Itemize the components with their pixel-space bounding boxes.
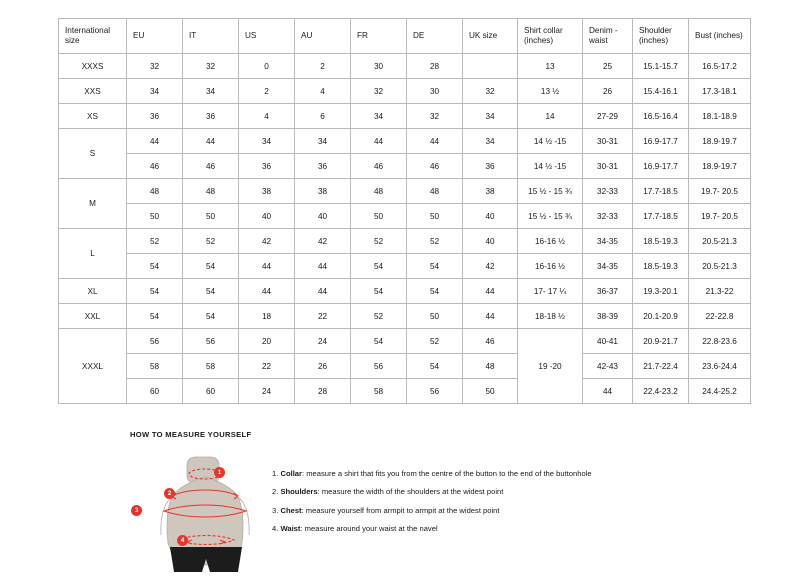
cell-uk-size: 40 xyxy=(463,204,518,229)
step-number: 2. xyxy=(272,487,279,497)
cell-au: 36 xyxy=(295,154,351,179)
cell-au: 42 xyxy=(295,229,351,254)
cell-uk-size: 40 xyxy=(463,229,518,254)
cell-au: 22 xyxy=(295,304,351,329)
cell-uk-size: 34 xyxy=(463,129,518,154)
cell-uk-size: 46 xyxy=(463,329,518,354)
cell-international-size: XXXL xyxy=(59,329,127,404)
step-text: : measure a shirt that fits you from the centre of the button to the end of the buttonhole xyxy=(302,469,592,478)
cell-fr: 52 xyxy=(351,304,407,329)
cell-shirt-collar-inches: 17- 17 ¼ xyxy=(518,279,583,304)
cell-eu: 54 xyxy=(127,304,183,329)
cell-shirt-collar-inches: 15 ½ - 15 ¾ xyxy=(518,179,583,204)
cell-bust-inches: 18.9-19.7 xyxy=(689,154,751,179)
cell-fr: 46 xyxy=(351,154,407,179)
cell-shoulder-inches: 16.9-17.7 xyxy=(633,129,689,154)
cell-uk-size: 36 xyxy=(463,154,518,179)
measurement-step xyxy=(272,524,592,534)
cell-de: 52 xyxy=(407,229,463,254)
column-header-international-size: International size xyxy=(59,19,127,54)
cell-fr: 32 xyxy=(351,79,407,104)
cell-shoulder-inches: 16.5-16.4 xyxy=(633,104,689,129)
cell-international-size: XL xyxy=(59,279,127,304)
cell-it: 34 xyxy=(183,79,239,104)
cell-it: 54 xyxy=(183,279,239,304)
cell-bust-inches: 19.7- 20.5 xyxy=(689,204,751,229)
step-text: : measure around your waist at the navel xyxy=(300,523,438,533)
measurement-figure xyxy=(130,447,260,572)
table-row xyxy=(59,329,751,354)
column-header-bust: Bust (inches) xyxy=(689,19,751,54)
cell-denim-waist: 32-33 xyxy=(583,204,633,229)
column-header-shirt-collar: Shirt collar (inches) xyxy=(518,19,583,54)
cell-bust-inches: 17.3-18.1 xyxy=(689,79,751,104)
cell-uk-size xyxy=(463,54,518,79)
cell-denim-waist: 26 xyxy=(583,79,633,104)
cell-au: 28 xyxy=(295,379,351,404)
torso-illustration xyxy=(130,447,260,572)
measurement-steps xyxy=(272,447,592,542)
cell-bust-inches: 24.4-25.2 xyxy=(689,379,751,404)
cell-shirt-collar: 19 -20 xyxy=(518,329,583,404)
column-header-de: DE xyxy=(407,19,463,54)
cell-eu: 50 xyxy=(127,204,183,229)
cell-de: 50 xyxy=(407,204,463,229)
cell-eu: 52 xyxy=(127,229,183,254)
cell-uk-size: 50 xyxy=(463,379,518,404)
cell-au: 44 xyxy=(295,279,351,304)
table-body xyxy=(59,54,751,404)
cell-uk-size: 48 xyxy=(463,354,518,379)
how-to-measure-title: HOW TO MEASURE YOURSELF xyxy=(130,430,252,439)
cell-au: 2 xyxy=(295,54,351,79)
cell-eu: 32 xyxy=(127,54,183,79)
cell-eu: 34 xyxy=(127,79,183,104)
cell-au: 26 xyxy=(295,354,351,379)
cell-uk-size: 44 xyxy=(463,279,518,304)
cell-denim-waist: 34-35 xyxy=(583,254,633,279)
cell-denim-waist: 27-29 xyxy=(583,104,633,129)
cell-fr: 54 xyxy=(351,329,407,354)
cell-us: 42 xyxy=(239,229,295,254)
cell-us: 2 xyxy=(239,79,295,104)
cell-eu: 44 xyxy=(127,129,183,154)
table-row xyxy=(59,204,751,229)
cell-us: 44 xyxy=(239,254,295,279)
cell-uk-size: 34 xyxy=(463,104,518,129)
how-to-measure-section xyxy=(130,430,770,572)
cell-us: 18 xyxy=(239,304,295,329)
marker-3-chest: 3 xyxy=(131,505,142,516)
cell-uk-size: 38 xyxy=(463,179,518,204)
cell-fr: 34 xyxy=(351,104,407,129)
cell-de: 30 xyxy=(407,79,463,104)
cell-it: 36 xyxy=(183,104,239,129)
cell-shirt-collar-inches: 18-18 ½ xyxy=(518,304,583,329)
cell-us: 22 xyxy=(239,354,295,379)
cell-eu: 58 xyxy=(127,354,183,379)
step-number: 1. xyxy=(272,469,279,478)
cell-shoulder-inches: 22.4-23.2 xyxy=(633,379,689,404)
cell-denim-waist: 34-35 xyxy=(583,229,633,254)
cell-de: 50 xyxy=(407,304,463,329)
column-header-uk-size: UK size xyxy=(463,19,518,54)
cell-us: 20 xyxy=(239,329,295,354)
cell-eu: 36 xyxy=(127,104,183,129)
cell-shirt-collar-inches: 13 xyxy=(518,54,583,79)
cell-shoulder-inches: 20.1-20.9 xyxy=(633,304,689,329)
cell-us: 40 xyxy=(239,204,295,229)
cell-denim-waist: 40-41 xyxy=(583,329,633,354)
cell-shoulder-inches: 20.9-21.7 xyxy=(633,329,689,354)
cell-eu: 46 xyxy=(127,154,183,179)
cell-au: 24 xyxy=(295,329,351,354)
step-text: : measure the width of the shoulders at the widest point xyxy=(317,487,504,497)
cell-de: 56 xyxy=(407,379,463,404)
cell-de: 44 xyxy=(407,129,463,154)
cell-fr: 52 xyxy=(351,229,407,254)
table-row xyxy=(59,279,751,304)
cell-international-size: XXL xyxy=(59,304,127,329)
cell-international-size: XXS xyxy=(59,79,127,104)
cell-it: 52 xyxy=(183,229,239,254)
cell-shoulder-inches: 15.4-16.1 xyxy=(633,79,689,104)
cell-it: 60 xyxy=(183,379,239,404)
measurement-step xyxy=(272,469,592,479)
column-header-au: AU xyxy=(295,19,351,54)
cell-us: 44 xyxy=(239,279,295,304)
cell-denim-waist: 30-31 xyxy=(583,154,633,179)
cell-shirt-collar-inches: 15 ½ - 15 ¾ xyxy=(518,204,583,229)
table-row xyxy=(59,379,751,404)
cell-bust-inches: 21.3-22 xyxy=(689,279,751,304)
cell-eu: 48 xyxy=(127,179,183,204)
cell-au: 34 xyxy=(295,129,351,154)
cell-au: 4 xyxy=(295,79,351,104)
cell-au: 6 xyxy=(295,104,351,129)
cell-it: 48 xyxy=(183,179,239,204)
cell-de: 46 xyxy=(407,154,463,179)
step-label: Collar xyxy=(280,469,302,478)
cell-shoulder-inches: 19.3-20.1 xyxy=(633,279,689,304)
size-chart-table xyxy=(58,18,751,404)
measurement-step xyxy=(272,487,592,497)
cell-us: 4 xyxy=(239,104,295,129)
cell-de: 48 xyxy=(407,179,463,204)
cell-it: 54 xyxy=(183,304,239,329)
cell-it: 54 xyxy=(183,254,239,279)
cell-eu: 54 xyxy=(127,254,183,279)
cell-eu: 54 xyxy=(127,279,183,304)
cell-denim-waist: 30-31 xyxy=(583,129,633,154)
cell-shirt-collar-inches: 13 ½ xyxy=(518,79,583,104)
cell-it: 50 xyxy=(183,204,239,229)
cell-us: 34 xyxy=(239,129,295,154)
measurement-step xyxy=(272,506,592,516)
cell-shirt-collar-inches: 16-16 ½ xyxy=(518,229,583,254)
step-label: Chest xyxy=(280,505,302,515)
cell-it: 56 xyxy=(183,329,239,354)
table-row xyxy=(59,104,751,129)
marker-2-shoulders: 2 xyxy=(164,488,175,499)
cell-fr: 50 xyxy=(351,204,407,229)
table-header-row xyxy=(59,19,751,54)
cell-bust-inches: 22.8-23.6 xyxy=(689,329,751,354)
cell-it: 58 xyxy=(183,354,239,379)
cell-fr: 30 xyxy=(351,54,407,79)
cell-it: 32 xyxy=(183,54,239,79)
cell-bust-inches: 16.5-17.2 xyxy=(689,54,751,79)
column-header-denim-waist: Denim - waist xyxy=(583,19,633,54)
cell-international-size: XXXS xyxy=(59,54,127,79)
cell-international-size: L xyxy=(59,229,127,279)
cell-international-size: S xyxy=(59,129,127,179)
table-row xyxy=(59,354,751,379)
cell-de: 54 xyxy=(407,279,463,304)
cell-us: 0 xyxy=(239,54,295,79)
cell-it: 44 xyxy=(183,129,239,154)
cell-au: 44 xyxy=(295,254,351,279)
cell-denim-waist: 25 xyxy=(583,54,633,79)
cell-us: 36 xyxy=(239,154,295,179)
cell-bust-inches: 22-22.8 xyxy=(689,304,751,329)
cell-international-size: XS xyxy=(59,104,127,129)
column-header-shoulder: Shoulder (inches) xyxy=(633,19,689,54)
cell-fr: 56 xyxy=(351,354,407,379)
cell-denim-waist: 32-33 xyxy=(583,179,633,204)
cell-us: 24 xyxy=(239,379,295,404)
cell-shirt-collar-inches: 16-16 ½ xyxy=(518,254,583,279)
cell-shirt-collar-inches: 14 ½ -15 xyxy=(518,129,583,154)
table-row xyxy=(59,54,751,79)
cell-shoulder-inches: 15.1-15.7 xyxy=(633,54,689,79)
cell-us: 38 xyxy=(239,179,295,204)
cell-fr: 54 xyxy=(351,279,407,304)
cell-de: 28 xyxy=(407,54,463,79)
cell-au: 38 xyxy=(295,179,351,204)
cell-shoulder-inches: 17.7-18.5 xyxy=(633,204,689,229)
cell-fr: 48 xyxy=(351,179,407,204)
cell-shirt-collar-inches: 14 ½ -15 xyxy=(518,154,583,179)
column-header-it: IT xyxy=(183,19,239,54)
step-number: 4. xyxy=(272,523,279,533)
cell-bust-inches: 19.7- 20.5 xyxy=(689,179,751,204)
cell-denim-waist: 44 xyxy=(583,379,633,404)
cell-fr: 54 xyxy=(351,254,407,279)
table-row xyxy=(59,304,751,329)
cell-fr: 58 xyxy=(351,379,407,404)
table-row xyxy=(59,79,751,104)
cell-international-size: M xyxy=(59,179,127,229)
cell-bust-inches: 20.5-21.3 xyxy=(689,254,751,279)
table-row xyxy=(59,129,751,154)
column-header-fr: FR xyxy=(351,19,407,54)
marker-1-collar: 1 xyxy=(214,467,225,478)
table-row xyxy=(59,254,751,279)
column-header-us: US xyxy=(239,19,295,54)
cell-bust-inches: 18.1-18.9 xyxy=(689,104,751,129)
cell-bust-inches: 23.6-24.4 xyxy=(689,354,751,379)
step-label: Waist xyxy=(280,523,301,533)
cell-fr: 44 xyxy=(351,129,407,154)
cell-bust-inches: 18.9-19.7 xyxy=(689,129,751,154)
cell-de: 54 xyxy=(407,254,463,279)
cell-denim-waist: 42-43 xyxy=(583,354,633,379)
cell-shoulder-inches: 21.7-22.4 xyxy=(633,354,689,379)
cell-shoulder-inches: 18.5-19.3 xyxy=(633,254,689,279)
cell-shirt-collar-inches: 14 xyxy=(518,104,583,129)
cell-denim-waist: 38-39 xyxy=(583,304,633,329)
step-text: : measure yourself from armpit to armpit at the widest point xyxy=(301,505,500,515)
cell-eu: 60 xyxy=(127,379,183,404)
cell-de: 32 xyxy=(407,104,463,129)
cell-uk-size: 42 xyxy=(463,254,518,279)
cell-it: 46 xyxy=(183,154,239,179)
step-number: 3. xyxy=(272,505,279,515)
table-row xyxy=(59,179,751,204)
cell-shoulder-inches: 17.7-18.5 xyxy=(633,179,689,204)
cell-uk-size: 44 xyxy=(463,304,518,329)
cell-uk-size: 32 xyxy=(463,79,518,104)
table-row xyxy=(59,229,751,254)
marker-4-waist: 4 xyxy=(177,535,188,546)
step-label: Shoulders xyxy=(280,487,318,497)
cell-de: 52 xyxy=(407,329,463,354)
cell-de: 54 xyxy=(407,354,463,379)
cell-shoulder-inches: 18.5-19.3 xyxy=(633,229,689,254)
cell-shoulder-inches: 16.9-17.7 xyxy=(633,154,689,179)
cell-au: 40 xyxy=(295,204,351,229)
cell-denim-waist: 36-37 xyxy=(583,279,633,304)
cell-bust-inches: 20.5-21.3 xyxy=(689,229,751,254)
cell-eu: 56 xyxy=(127,329,183,354)
table-row xyxy=(59,154,751,179)
column-header-eu: EU xyxy=(127,19,183,54)
